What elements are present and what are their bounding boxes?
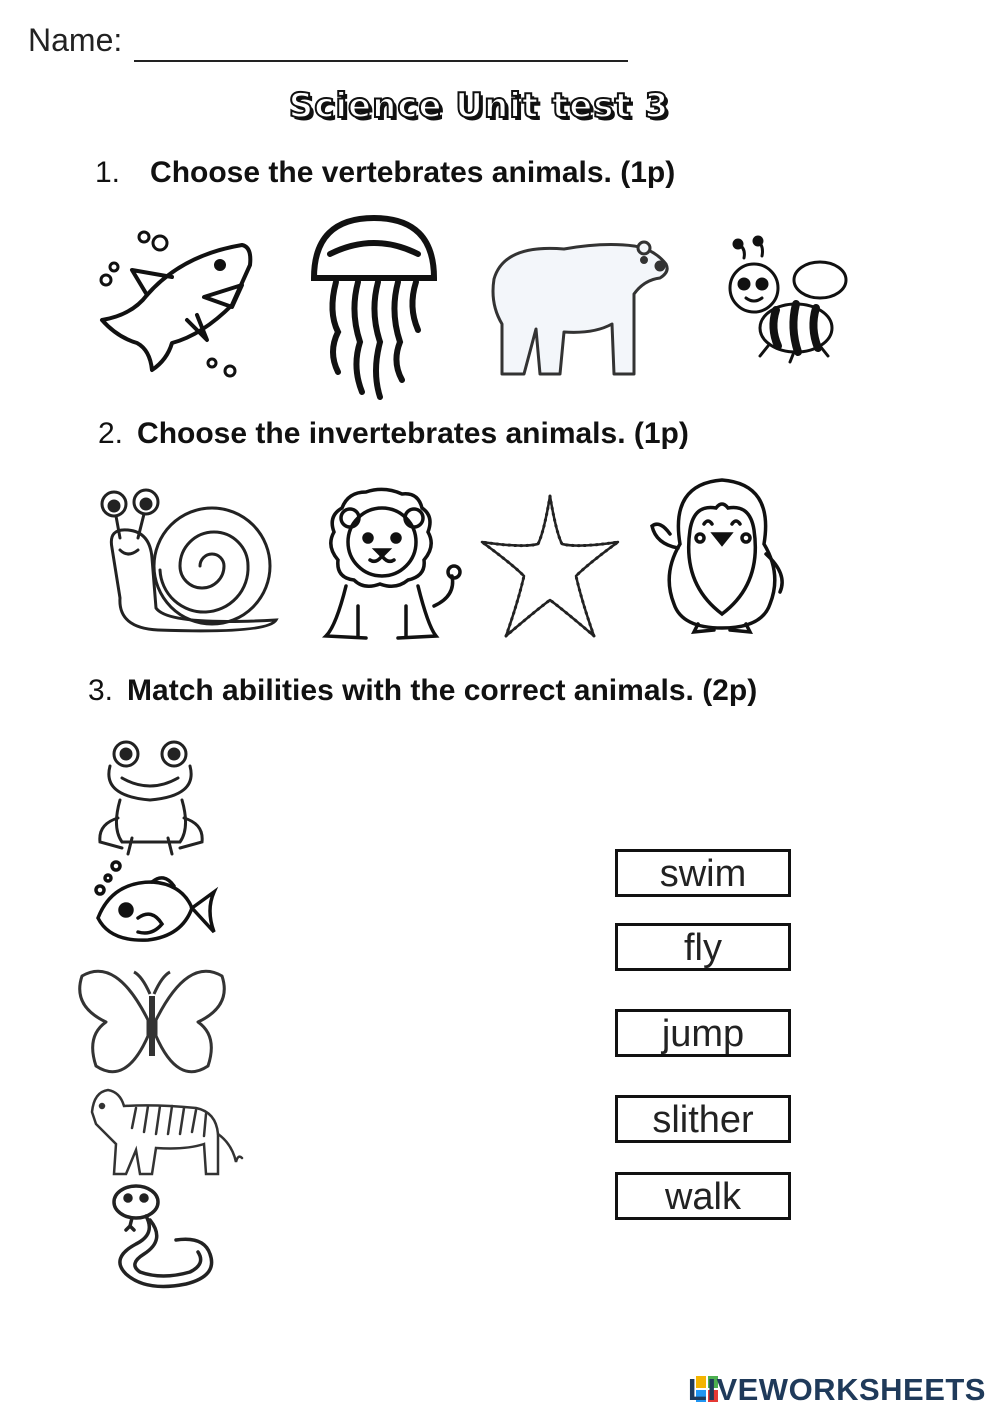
question-1-text: Choose the vertebrates animals. (1p) <box>150 156 676 189</box>
name-answer-line[interactable] <box>134 60 628 62</box>
ability-box-walk[interactable]: walk <box>615 1172 791 1220</box>
butterfly-image[interactable] <box>76 966 228 1082</box>
frog-image[interactable] <box>92 738 212 858</box>
snake-image[interactable] <box>106 1184 222 1296</box>
ability-box-fly[interactable]: fly <box>615 923 791 971</box>
tiger-image[interactable] <box>86 1084 242 1178</box>
shark-image[interactable] <box>92 225 262 385</box>
polar-bear-image[interactable] <box>484 234 676 382</box>
name-label: Name: <box>28 22 123 58</box>
question-2 <box>98 417 689 451</box>
question-2-number: 2. <box>98 417 124 450</box>
question-3-number: 3. <box>88 674 114 707</box>
snail-image[interactable] <box>98 488 278 634</box>
question-3 <box>88 674 757 708</box>
worksheet-title: Science Unit test 3 <box>288 86 670 126</box>
ability-box-jump[interactable]: jump <box>615 1009 791 1057</box>
bee-image[interactable] <box>724 238 852 366</box>
question-1 <box>95 156 675 190</box>
question-3-text: Match abilities with the correct animals. (2p) <box>127 674 758 707</box>
jellyfish-image[interactable] <box>308 212 440 400</box>
fish-image[interactable] <box>92 858 218 950</box>
ability-box-swim[interactable]: swim <box>615 849 791 897</box>
question-1-number: 1. <box>95 156 121 189</box>
lion-image[interactable] <box>306 486 460 644</box>
ability-box-slither[interactable]: slither <box>615 1095 791 1143</box>
starfish-image[interactable] <box>478 492 622 642</box>
liveworksheets-brand: LIVEWORKSHEETS <box>687 1372 986 1407</box>
penguin-image[interactable] <box>650 474 792 634</box>
question-2-text: Choose the invertebrates animals. (1p) <box>137 417 689 450</box>
